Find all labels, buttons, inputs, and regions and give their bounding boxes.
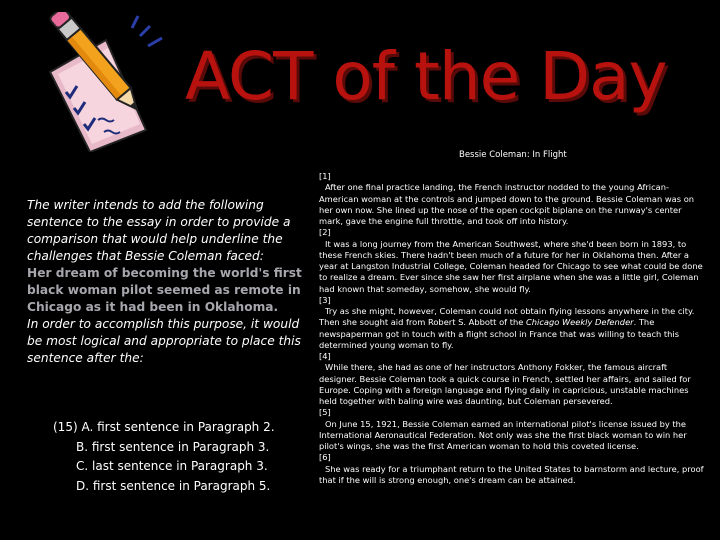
question-prompt xyxy=(27,197,302,367)
question-instruction: In order to accomplish this purpose, it would be most logical and appropriate to place this sentence after the: xyxy=(27,317,301,365)
paragraph-number: [6] xyxy=(319,452,331,463)
newspaper-title: Chicago Weekly Defender xyxy=(525,317,634,328)
page-title: ACT of the Day xyxy=(185,38,667,115)
paragraph-5: On June 15, 1921, Bessie Coleman earned an international pilot's license issued by the International Aeronautical Federation. Not only was she the first black woman to win her pilot's wings, she was the first American woman to hold this coveted license. xyxy=(319,418,687,451)
question-highlight-sentence: Her dream of becoming the world's first black woman pilot seemed as remote in Chicago as it had been in Oklahoma. xyxy=(27,266,302,314)
choice-d[interactable]: D. first sentence in Paragraph 5. xyxy=(76,478,271,493)
paragraph-number: [2] xyxy=(319,227,331,238)
paragraph-3-text-start: Try as she might, however, Coleman could not obtain flying lessons anywhere in the city. Then she sought aid from Robert S. Abbott of the xyxy=(319,306,695,328)
paragraph-number: [1] xyxy=(319,171,331,181)
paragraph-3-text-end: . The newspaperman got in touch with a flight school in France that was willing to teach this determined young woman to fly. xyxy=(319,317,680,350)
paragraph-number: [5] xyxy=(319,407,331,418)
passage-text xyxy=(319,171,707,486)
passage-title: Bessie Coleman: In Flight xyxy=(459,150,567,160)
paragraph-number: [3] xyxy=(319,294,331,305)
paragraph-1: After one final practice landing, the French instructor nodded to the young African-American woman at the controls and jumped down to the ground. Bessie Coleman was on her own now. She lined up the nose of the open cockpit biplane on the runway's center mark, gave the engine full throttle, and took off into history. xyxy=(319,182,695,226)
paragraph-4: While there, she had as one of her instructors Anthony Fokker, the famous aircraft designer. Bessie Coleman took a quick course in French, settled her affairs, and sailed for Europe. Coping with a foreign language and flying daily in capricious, unstable machines held together with baling wire was daunting, but Coleman persevered. xyxy=(319,362,691,406)
answer-choices xyxy=(53,418,275,496)
paragraph-6: She was ready for a triumphant return to the United States to barnstorm and lecture, proof that if the will is strong enough, one's dream can be attained. xyxy=(319,463,704,485)
choice-a[interactable]: (15) A. first sentence in Paragraph 2. xyxy=(53,420,275,434)
choice-b[interactable]: B. first sentence in Paragraph 3. xyxy=(76,439,270,454)
question-intro: The writer intends to add the following sentence to the essay in order to provide a comparison that would help underline the challenges that Bessie Coleman faced: xyxy=(27,198,291,263)
paragraph-number: [4] xyxy=(319,351,331,361)
choice-c[interactable]: C. last sentence in Paragraph 3. xyxy=(76,459,268,473)
paragraph-3 xyxy=(319,306,707,351)
pencil-and-checklist-icon xyxy=(28,12,178,152)
paragraph-2: It was a long journey from the American Southwest, where she'd been born in 1893, to these French skies. There hadn't been much of a future for her in Oklahoma then. After a year at Langston Industrial College, Coleman headed for Chicago to see what could be done to realize a dream. Ever since she saw her first airplane when she was a little girl, Coleman had known that someday, somehow, she would fly. xyxy=(319,238,703,294)
